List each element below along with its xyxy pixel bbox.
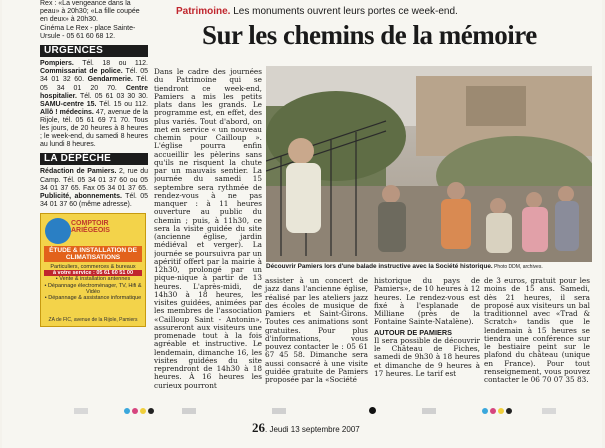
publicite-label: Publicité, abonnements. bbox=[40, 192, 122, 200]
page-number: 26 bbox=[252, 420, 265, 435]
samu-label: SAMU-centre 15. bbox=[40, 100, 97, 108]
registration-bar bbox=[422, 408, 436, 414]
registration-dot-black bbox=[506, 408, 512, 414]
ad-line: • Vente & installation antennes bbox=[55, 276, 131, 283]
registration-dot-yellow bbox=[498, 408, 504, 414]
registration-dot-magenta bbox=[490, 408, 496, 414]
article-column-3 bbox=[374, 277, 480, 378]
caption-text: Découvrir Pamiers lors d'une balade instructive avec la Société historique. bbox=[266, 263, 493, 270]
publicite-info: Tél. 05 34 01 37 60 (même adresse). bbox=[40, 192, 148, 208]
photo-credit: Photo DDM, archives. bbox=[492, 264, 543, 270]
page-folio bbox=[252, 420, 360, 436]
gendarmerie-phone: Tél. 05 34 01 20 70. bbox=[40, 76, 148, 92]
redaction-label: Rédaction de Pamiers. bbox=[40, 168, 117, 176]
article-headline: Sur les chemins de la mémoire bbox=[202, 20, 537, 50]
registration-dot-magenta bbox=[132, 408, 138, 414]
registration-dot-yellow bbox=[140, 408, 146, 414]
registration-bar bbox=[74, 408, 88, 414]
advertisement bbox=[40, 213, 146, 327]
article-column-4: de 3 euros, gratuit pour les moins de 15 ans. Samedi, dès 21 heures, il sera proposé aux visiteurs un bal traditionnel avec «Trad & Scratch» tandis que le lendemain à 15 heures se tiendra une conférence sur le bestiaire peint sur le plafond du château (unique en France). Pour tout renseignement, vous pouvez contacter le 06 70 07 35 83. bbox=[484, 276, 590, 384]
redaction-info: 2, rue du Camp. Tél. 05 34 01 37 60 ou 05 34 01 37 65. Fax 05 34 01 37 65. bbox=[40, 168, 148, 192]
depeche-text bbox=[40, 168, 148, 208]
cinema-line: Rex : «La vengeance dans la peau» à 20h30; «La fille coupée en deux» à 20h30. bbox=[40, 0, 140, 24]
cinema-listing bbox=[40, 0, 148, 41]
photo-caption bbox=[266, 263, 592, 270]
registration-bar bbox=[542, 408, 556, 414]
article-column-1: Dans le cadre des journées du Patrimoine qui se tiendront ce week-end, Pamiers a mis les petits plats dans les grands. Le programme est, en effet, des plus variés. Tout d'abord, on met en service « un nouveau chemin pour Cailloup ». L'église pourra enfin accueillir les pèlerins sans qu'ils ne risquent la chute par un mauvais sentier. La journée du samedi 15 septembre sera rythmée de rendez-vous à ne pas manquer : à 11 heures ouverture au public du chemin ; puis, à 11h30, ce sera la visite guidée du site (ancienne église, jardin médiéval et verger). La journée se poursuivra par un apéritif offert par la mairie à 12h30, prolongé par un pique-nique à partir de 13 heures. L'après-midi, de 14h30 à 18 heures, les visites guidées, animées par les membres de l'association «Cailloup Saint - Antonin», assureront aux visiteurs une promenade tout à la fois agréable et instructive. Le lendemain, dimanche 16, les visites guidées du site reprendront de 14h30 à 18 heures. À 16 heures les curieux pourront bbox=[154, 68, 262, 390]
article-subtitle: Les monuments ouvrent leurs portes ce week-end. bbox=[230, 6, 458, 17]
column-3-paragraph-1: historique du pays de Pamiers», de 10 heures à 12 heures. Le rendez-vous est fixé à l'esplanade de Milliane (près de la Fontaine Sainte-Natalène). bbox=[374, 276, 480, 327]
registration-dot-black bbox=[148, 408, 154, 414]
ad-logo-icon bbox=[45, 218, 71, 244]
cinema-address: Cinéma Le Rex - place Sainte-Ursule - 05 61 60 68 12. bbox=[40, 24, 136, 40]
hospital-label: Centre hospitalier. bbox=[40, 84, 148, 100]
column-3-paragraph-2: Il sera possible de découvrir le Château de Fiches, samedi de 9h30 à 18 heures et dimanche de 9 heures à 17 heures. Le tarif est bbox=[374, 335, 480, 378]
doctors-info: 47, avenue de la Rijole, tél. 05 61 69 71 70. Tous les jours, de 20 heures à 8 heures ; le week-end, du samedi 8 heures au lundi 8 heures. bbox=[40, 108, 148, 149]
registration-dot-cyan bbox=[124, 408, 130, 414]
photo-illustration bbox=[266, 66, 592, 262]
ad-title: ÉTUDE & INSTALLATION DE CLIMATISATIONS bbox=[44, 246, 142, 262]
depeche-heading: LA DÉPÊCHE bbox=[40, 153, 148, 165]
ad-body bbox=[44, 264, 142, 301]
sidebar bbox=[40, 0, 148, 327]
ad-brand: COMPTOIR ARIÉGEOIS bbox=[71, 219, 110, 234]
ad-line: Particuliers, commerces & bureaux bbox=[50, 263, 136, 270]
gendarmerie-label: Gendarmerie. bbox=[87, 76, 133, 84]
police-label: Commissariat de police. bbox=[40, 68, 123, 76]
pompiers-phone: Tél. 18 ou 112. bbox=[73, 60, 148, 68]
registration-cross-icon bbox=[369, 407, 376, 414]
article-kicker bbox=[176, 6, 458, 17]
samu-phone: Tél. 15 ou 112. bbox=[96, 100, 148, 108]
registration-dot-cyan bbox=[482, 408, 488, 414]
article-category: Patrimoine. bbox=[176, 6, 231, 17]
newspaper-page bbox=[2, 0, 602, 448]
page-date: . Jeudi 13 septembre 2007 bbox=[265, 425, 360, 434]
urgences-text bbox=[40, 60, 148, 149]
article-photo bbox=[266, 66, 592, 262]
ad-phone: à votre service : 05 61 60 51 00 bbox=[44, 270, 142, 276]
subheading-autour-de-pamiers: AUTOUR DE PAMIERS bbox=[374, 327, 452, 337]
doctors-label: Allô ! médecins. bbox=[40, 108, 94, 116]
urgences-heading: URGENCES bbox=[40, 45, 148, 57]
hospital-phone: Tél. 05 61 03 30 30. bbox=[76, 92, 148, 100]
ad-line: • Dépannage & assistance informatique bbox=[44, 294, 142, 301]
registration-bar bbox=[272, 408, 286, 414]
article-column-2: assister à un concert de jazz dans l'ancienne église, réalisé par les ateliers jazz des écoles de musique de Pamiers et Saint-Girons. Toutes ces animations sont gratuites. Pour plus d'informations, vous pouvez contacter le : 05 61 67 45 58. Dimanche sera aussi consacré à une visite guidée gratuite de Pamiers proposée par la «Société bbox=[265, 276, 368, 384]
police-phone: Tél. 05 34 01 32 60. bbox=[40, 68, 148, 84]
ad-line: • Dépannage électroménager, TV, Hifi & Vidéo bbox=[44, 282, 142, 295]
registration-bar bbox=[182, 408, 196, 414]
ad-footer: ZA de FIC, avenue de la Rijole, Pamiers bbox=[48, 316, 138, 323]
pompiers-label: Pompiers. bbox=[40, 60, 74, 68]
